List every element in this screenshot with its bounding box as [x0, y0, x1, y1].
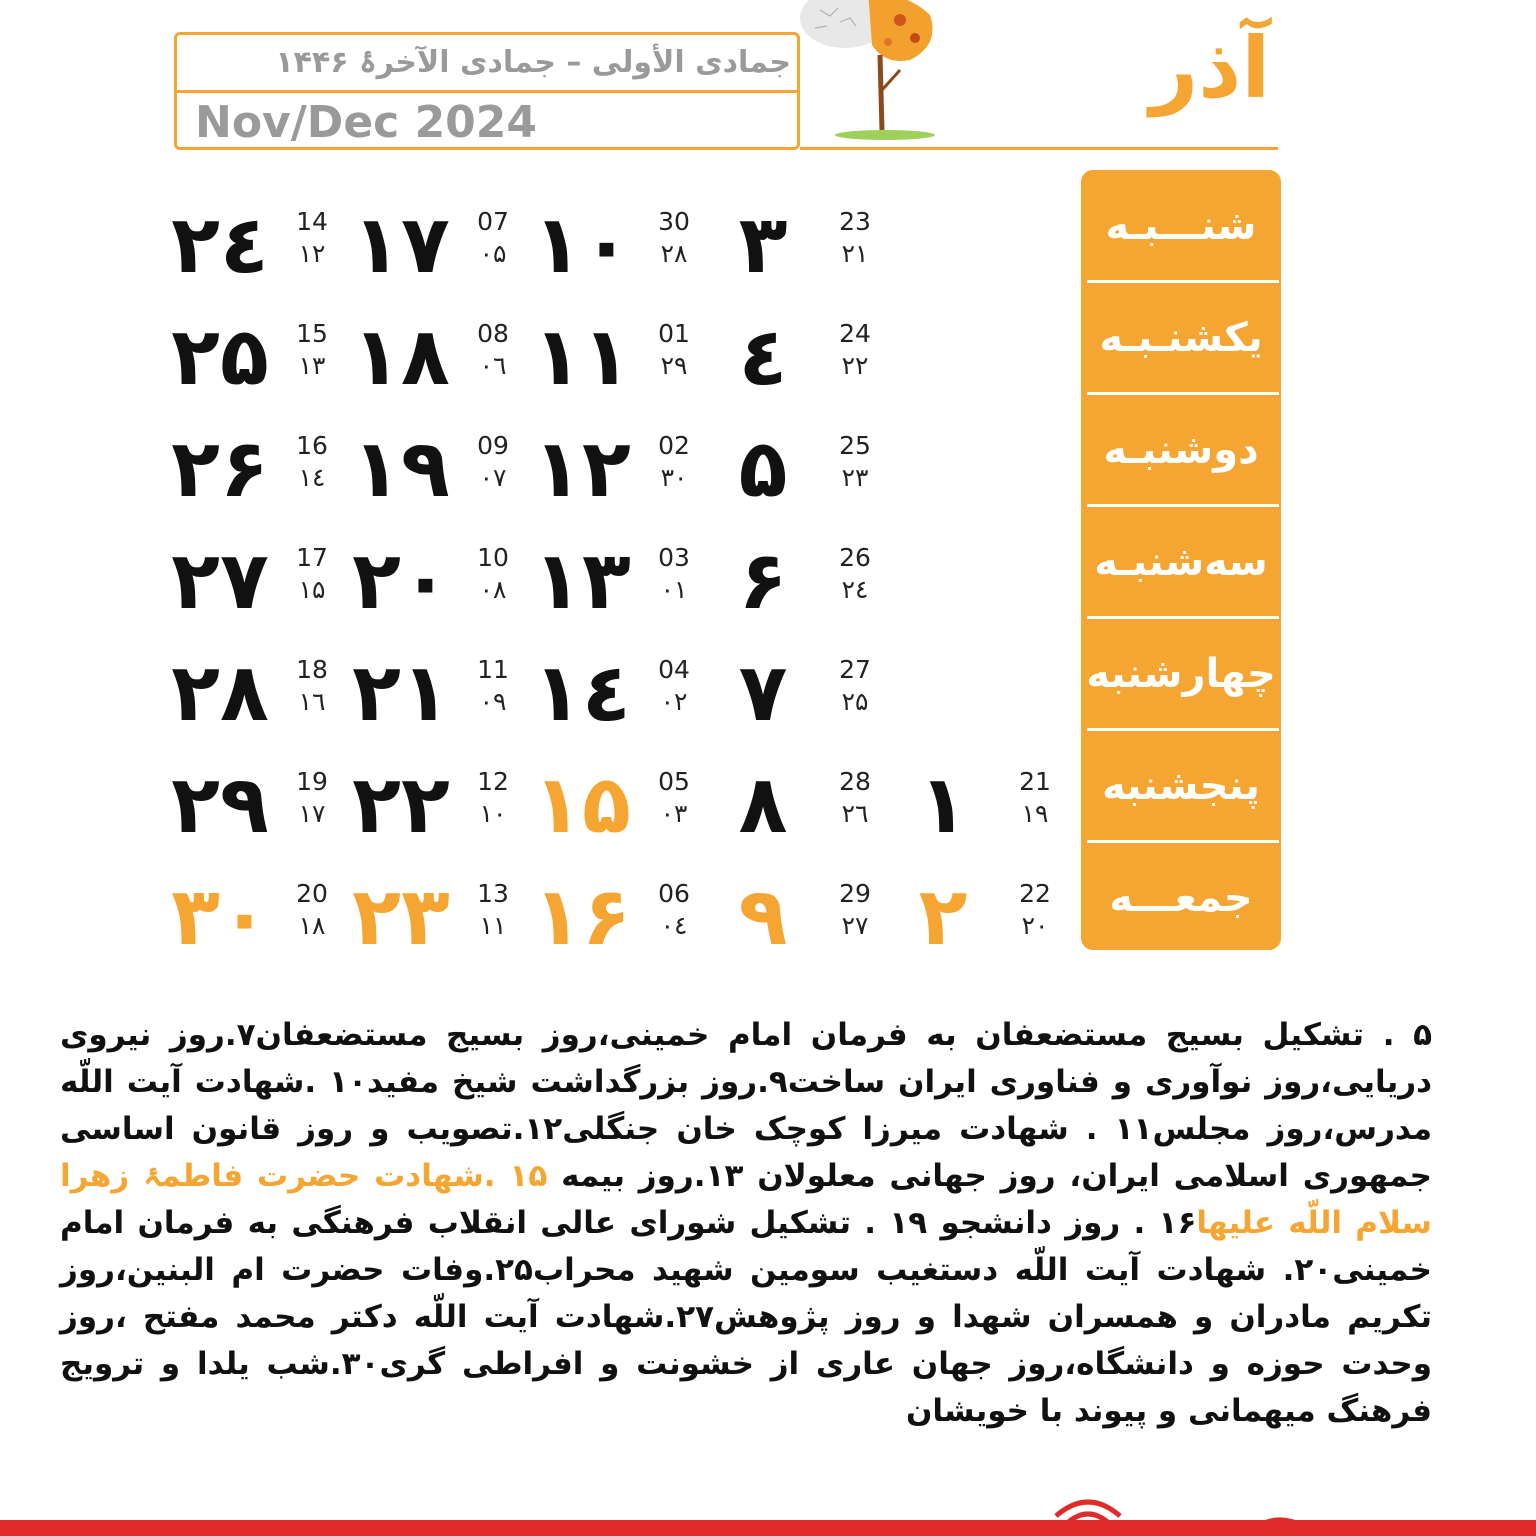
hijri-day: ۲۰	[1021, 911, 1049, 940]
weekday-column	[1081, 170, 1281, 950]
hijri-day: ۱۳	[298, 351, 326, 380]
weekday-label: یکشنـبـه	[1099, 315, 1263, 361]
secondary-dates	[285, 654, 339, 718]
secondary-dates	[285, 766, 339, 830]
secondary-dates	[647, 206, 701, 270]
gregorian-day: 11	[477, 655, 509, 684]
hijri-day: ۰۳	[660, 799, 688, 828]
gregorian-day: 01	[658, 319, 690, 348]
hijri-day: ۱٤	[298, 463, 326, 492]
occasions-text	[60, 1012, 1432, 1435]
gregorian-day: 21	[1019, 767, 1051, 796]
hijri-months: جمادی الأولی – جمادی الآخرۂ ۱۴۴۶	[275, 45, 791, 80]
wifi-logo-icon	[1050, 1494, 1126, 1536]
gregorian-day: 20	[296, 879, 328, 908]
secondary-dates	[466, 542, 520, 606]
date-cell	[738, 872, 910, 972]
secondary-dates	[466, 766, 520, 830]
hijri-day: ۱۱	[479, 911, 507, 940]
header-divider	[177, 90, 797, 93]
secondary-dates	[828, 318, 882, 382]
hijri-day: ۳۰	[660, 463, 688, 492]
gregorian-day: 26	[839, 543, 871, 572]
date-cell	[533, 310, 729, 412]
secondary-dates	[466, 206, 520, 270]
gregorian-day: 07	[477, 207, 509, 236]
hijri-day: ۰۹	[479, 687, 507, 716]
date-cell	[533, 198, 729, 300]
hijri-day: ۲۸	[660, 239, 688, 268]
date-cell	[738, 760, 910, 860]
gregorian-day: 02	[658, 431, 690, 460]
hijri-day: ۱۷	[298, 799, 326, 828]
weekday-label: سه‌شنبـه	[1094, 539, 1268, 585]
solar-day: ۳۰	[171, 870, 269, 963]
solar-day: ۱۳	[533, 534, 631, 627]
date-cell	[533, 646, 729, 748]
secondary-dates	[1008, 878, 1062, 942]
solar-day: ۷	[738, 646, 788, 739]
date-cell	[738, 312, 910, 412]
date-cell	[171, 646, 367, 748]
date-cell	[738, 648, 910, 748]
date-cell	[171, 870, 367, 972]
occasions-part-1: ۵ . تشکیل بسیج مستضعفان به فرمان امام خمینی،روز بسیج مستضعفان۷.روز نیروی دریایی،روز نوآوری و فناوری ایران ساخت۹.روز بزرگداشت شیخ مفید۱۰ .شهادت آیت اللّه مدرس،روز مجلس۱۱ . شهادت میرزا کوچک خان جنگلی۱۲.تصویب و روز قانون اساسی جمهوری اسلامی ایران، روز جهانی معلولان ۱۳.روز بیمه	[60, 1017, 1433, 1194]
date-range-box	[174, 32, 800, 150]
secondary-dates	[466, 430, 520, 494]
solar-day: ۱۹	[352, 422, 450, 515]
date-cell	[738, 200, 910, 300]
header-underline	[800, 147, 1278, 150]
hijri-day: ۲۲	[841, 351, 869, 380]
solar-day: ۱۶	[533, 870, 631, 963]
secondary-dates	[828, 766, 882, 830]
gregorian-day: 28	[839, 767, 871, 796]
date-cell	[533, 534, 729, 636]
solar-day: ۲٤	[171, 198, 269, 291]
date-cell	[918, 872, 1090, 972]
solar-day: ۲۲	[352, 758, 450, 851]
date-cell	[352, 310, 548, 412]
date-cell	[171, 758, 367, 860]
occasions-highlight: ۱۵ .شهادت حضرت فاطمۂ زهرا سلام اللّه علیها	[60, 1158, 1433, 1241]
hijri-day: ۲۹	[660, 351, 688, 380]
gregorian-day: 22	[1019, 879, 1051, 908]
gregorian-day: 06	[658, 879, 690, 908]
date-cell	[352, 198, 548, 300]
date-cell	[352, 534, 548, 636]
hijri-day: ۲٤	[841, 575, 869, 604]
hijri-day: ۱٦	[298, 687, 326, 716]
gregorian-day: 09	[477, 431, 509, 460]
gregorian-day: 24	[839, 319, 871, 348]
secondary-dates	[285, 430, 339, 494]
secondary-dates	[828, 878, 882, 942]
secondary-dates	[285, 878, 339, 942]
solar-day: ۵	[738, 422, 788, 515]
hijri-day: ۰۱	[660, 575, 688, 604]
solar-day: ۱۷	[352, 198, 450, 291]
secondary-dates	[285, 318, 339, 382]
solar-day: ۱۰	[533, 198, 631, 291]
gregorian-day: 05	[658, 767, 690, 796]
secondary-dates	[647, 430, 701, 494]
hijri-day: ۰۲	[660, 687, 688, 716]
secondary-dates	[647, 542, 701, 606]
hijri-day: ۰٤	[660, 911, 688, 940]
date-cell	[533, 422, 729, 524]
solar-day: ۲۱	[352, 646, 450, 739]
solar-day: ۹	[738, 870, 788, 963]
hijri-day: ۰۵	[479, 239, 507, 268]
hijri-day: ۰٦	[479, 351, 507, 380]
gregorian-day: 17	[296, 543, 328, 572]
gregorian-day: 30	[658, 207, 690, 236]
gregorian-day: 29	[839, 879, 871, 908]
gregorian-day: 23	[839, 207, 871, 236]
date-cell	[352, 758, 548, 860]
hijri-day: ۲۵	[841, 687, 869, 716]
date-cell	[533, 870, 729, 972]
date-cell	[171, 422, 367, 524]
hijri-day: ۲۱	[841, 239, 869, 268]
weekday-label: دوشنبـه	[1103, 427, 1259, 473]
solar-day: ۲۷	[171, 534, 269, 627]
solar-day: ۲۰	[352, 534, 450, 627]
solar-day: ۱	[918, 758, 968, 851]
gregorian-day: 18	[296, 655, 328, 684]
gregorian-day: 04	[658, 655, 690, 684]
date-cell	[171, 310, 367, 412]
solar-day: ۱۱	[533, 310, 631, 403]
hijri-day: ۰۷	[479, 463, 507, 492]
secondary-dates	[647, 878, 701, 942]
secondary-dates	[466, 318, 520, 382]
hijri-day: ۱۹	[1021, 799, 1049, 828]
autumn-tree-icon	[790, 0, 940, 145]
solar-day: ۱۵	[533, 758, 631, 851]
weekday-label: جمعـــه	[1109, 875, 1253, 921]
solar-day: ۲۹	[171, 758, 269, 851]
gregorian-day: 13	[477, 879, 509, 908]
gregorian-day: 12	[477, 767, 509, 796]
solar-day: ٤	[738, 310, 788, 403]
weekday-label: شنـــبـه	[1105, 203, 1257, 249]
hijri-day: ۰۸	[479, 575, 507, 604]
solar-day: ۲	[918, 870, 968, 963]
weekday-label: چهارشنبه	[1086, 651, 1276, 697]
brand-logo-icon	[1240, 1510, 1320, 1536]
secondary-dates	[285, 206, 339, 270]
date-cell	[918, 760, 1090, 860]
secondary-dates	[647, 318, 701, 382]
date-cell	[352, 646, 548, 748]
solar-day: ۸	[738, 758, 788, 851]
date-cell	[352, 422, 548, 524]
solar-day: ۱٤	[533, 646, 631, 739]
gregorian-day: 10	[477, 543, 509, 572]
hijri-day: ۱۲	[298, 239, 326, 268]
occasions-part-2: ۱۶ . روز دانشجو ۱۹ . تشکیل شورای عالی انقلاب فرهنگی به فرمان امام خمینی۲۰. شهادت آیت اللّه دستغیب سومین شهید محراب۲۵.وفات حضرت ام البنین،روز تکریم مادران و همسران شهدا و روز پژوهش۲۷.شهادت آیت اللّه دکتر محمد مفتح ،روز وحدت حوزه و دانشگاه،روز جهان عاری از خشونت و افراطی گری۳۰.شب یلدا و ترویج فرهنگ میهمانی و پیوند با خویشان	[60, 1205, 1433, 1429]
gregorian-day: 08	[477, 319, 509, 348]
date-cell	[533, 758, 729, 860]
month-title: آذر	[1149, 19, 1271, 117]
solar-day: ۱۲	[533, 422, 631, 515]
gregorian-day: 16	[296, 431, 328, 460]
hijri-day: ۲۷	[841, 911, 869, 940]
solar-day: ۱۸	[352, 310, 450, 403]
hijri-day: ۲۳	[841, 463, 869, 492]
solar-day: ۳	[738, 198, 788, 291]
gregorian-day: 15	[296, 319, 328, 348]
hijri-day: ۲٦	[841, 799, 869, 828]
gregorian-day: 19	[296, 767, 328, 796]
secondary-dates	[647, 654, 701, 718]
gregorian-day: 14	[296, 207, 328, 236]
secondary-dates	[647, 766, 701, 830]
date-cell	[171, 534, 367, 636]
weekday-label: پنجشنبه	[1102, 763, 1260, 809]
solar-day: ۲۵	[171, 310, 269, 403]
solar-day: ۶	[738, 534, 788, 627]
hijri-day: ۱۰	[479, 799, 507, 828]
solar-day: ۲۳	[352, 870, 450, 963]
solar-day: ۲۶	[171, 422, 269, 515]
secondary-dates	[828, 430, 882, 494]
date-cell	[738, 424, 910, 524]
secondary-dates	[828, 654, 882, 718]
gregorian-day: 25	[839, 431, 871, 460]
gregorian-months: Nov/Dec 2024	[195, 97, 538, 148]
solar-day: ۲۸	[171, 646, 269, 739]
date-cell	[352, 870, 548, 972]
secondary-dates	[828, 542, 882, 606]
hijri-day: ۱۵	[298, 575, 326, 604]
gregorian-day: 03	[658, 543, 690, 572]
secondary-dates	[828, 206, 882, 270]
secondary-dates	[285, 542, 339, 606]
date-cell	[171, 198, 367, 300]
secondary-dates	[1008, 766, 1062, 830]
secondary-dates	[466, 878, 520, 942]
hijri-day: ۱۸	[298, 911, 326, 940]
gregorian-day: 27	[839, 655, 871, 684]
date-cell	[738, 536, 910, 636]
secondary-dates	[466, 654, 520, 718]
